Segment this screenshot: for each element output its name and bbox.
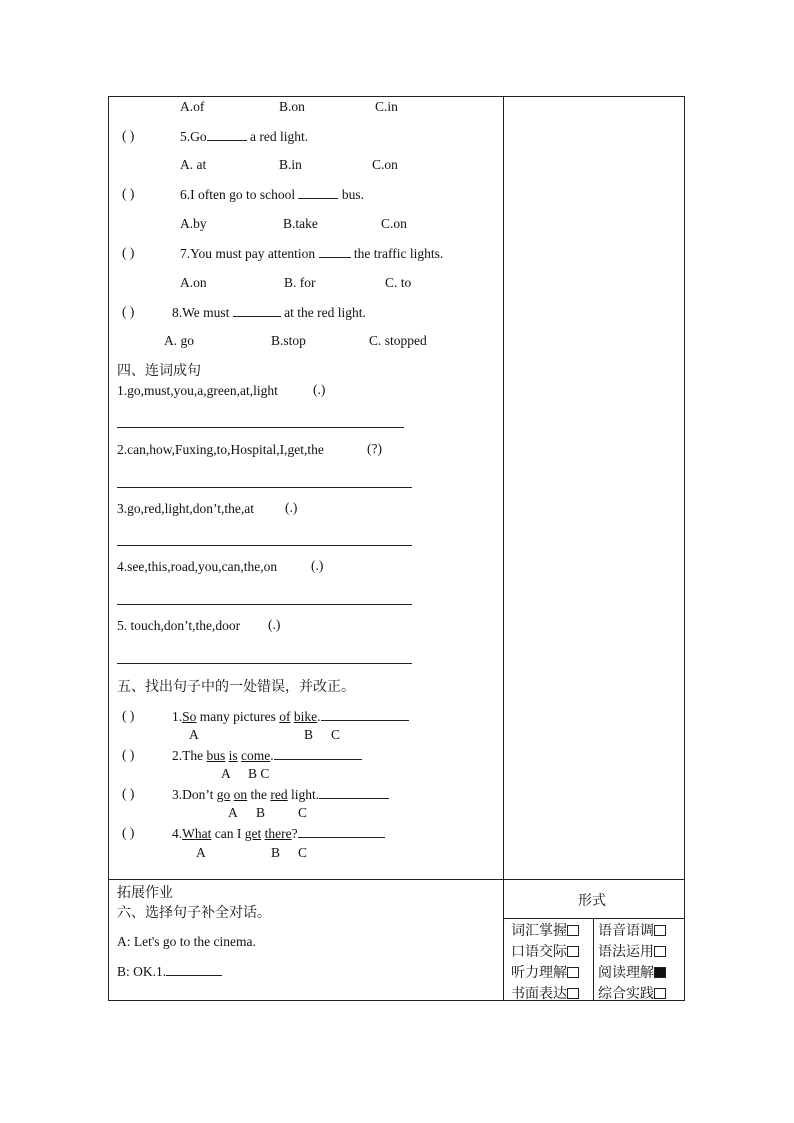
s5-item-3-label-c: C bbox=[298, 805, 308, 820]
s5-item-1-label-c: C bbox=[331, 727, 341, 742]
checkbox-icon[interactable] bbox=[654, 946, 666, 957]
checkbox-icon[interactable] bbox=[567, 946, 579, 957]
q5-option-c: C.on bbox=[372, 157, 398, 172]
s5-item-1-label-b: B bbox=[304, 727, 314, 742]
s5-item-4-label-a: A bbox=[196, 845, 206, 860]
form-option-speaking[interactable]: 口语交际 bbox=[511, 941, 579, 961]
s4-item-3-punct: (.) bbox=[285, 500, 298, 515]
form-option-practice[interactable]: 综合实践 bbox=[598, 983, 666, 1003]
checkbox-icon[interactable] bbox=[654, 925, 666, 936]
s4-answer-line-3[interactable] bbox=[117, 545, 412, 546]
q7-option-a: A.on bbox=[180, 275, 207, 290]
s5-item-2-blank[interactable] bbox=[274, 747, 362, 760]
s4-answer-line-4[interactable] bbox=[117, 604, 412, 605]
q7-answer-paren[interactable]: ( ) bbox=[122, 245, 135, 260]
s4-answer-line-1[interactable] bbox=[117, 427, 404, 428]
q7-blank[interactable] bbox=[319, 245, 351, 258]
q8-option-c: C. stopped bbox=[369, 333, 427, 348]
s4-answer-line-5[interactable] bbox=[117, 663, 412, 664]
q6-option-c: C.on bbox=[381, 216, 407, 231]
q4-option-a: A.of bbox=[180, 99, 205, 114]
s4-item-1: 1.go,must,you,a,green,at,light bbox=[117, 383, 278, 398]
s4-item-5: 5. touch,don’t,the,door bbox=[117, 618, 241, 633]
extension-title: 拓展作业 bbox=[117, 885, 173, 901]
s5-item-1-blank[interactable] bbox=[321, 708, 409, 721]
section6-title: 六、选择句子补全对话。 bbox=[117, 905, 271, 921]
q6-stem: 6.I often go to school bus. bbox=[180, 187, 364, 202]
q8-answer-paren[interactable]: ( ) bbox=[122, 304, 135, 319]
s5-item-4-paren[interactable]: ( ) bbox=[122, 825, 135, 840]
section5-title: 五、找出句子中的一处错误，并改正。 bbox=[117, 679, 355, 695]
s5-item-3-blank[interactable] bbox=[319, 786, 389, 799]
s5-item-3-sentence: 3.Don’t go on the red light. bbox=[172, 786, 389, 803]
s5-item-2-label-a: A bbox=[221, 766, 231, 781]
s4-item-3: 3.go,red,light,don’t,the,at bbox=[117, 501, 254, 516]
q6-answer-paren[interactable]: ( ) bbox=[122, 186, 135, 201]
q6-option-a: A.by bbox=[180, 216, 207, 231]
s5-item-3-label-b: B bbox=[256, 805, 266, 820]
form-option-writing[interactable]: 书面表达 bbox=[511, 983, 579, 1003]
s5-item-2-label-bc: B C bbox=[248, 766, 270, 781]
s5-item-4-blank[interactable] bbox=[298, 825, 385, 838]
q5-stem: 5.Go a red light. bbox=[180, 129, 309, 144]
s5-item-2-paren[interactable]: ( ) bbox=[122, 747, 135, 762]
checkbox-icon[interactable] bbox=[567, 925, 579, 936]
s4-item-4: 4.see,this,road,you,can,the,on bbox=[117, 559, 278, 574]
q5-option-b: B.in bbox=[279, 157, 302, 172]
form-header-divider bbox=[503, 918, 685, 919]
form-option-reading[interactable]: 阅读理解 bbox=[598, 962, 666, 982]
s5-item-3-label-a: A bbox=[228, 805, 238, 820]
q7-stem: 7.You must pay attention the traffic lights. bbox=[180, 246, 444, 261]
s4-answer-line-2[interactable] bbox=[117, 487, 412, 488]
form-option-pronunciation[interactable]: 语音语调 bbox=[598, 920, 666, 940]
checkbox-icon[interactable] bbox=[567, 967, 579, 978]
form-option-grammar[interactable]: 语法运用 bbox=[598, 941, 666, 961]
s5-item-1-paren[interactable]: ( ) bbox=[122, 708, 135, 723]
q8-blank[interactable] bbox=[233, 304, 281, 317]
q8-option-b: B.stop bbox=[271, 333, 306, 348]
s4-item-5-punct: (.) bbox=[268, 617, 281, 632]
form-column-divider bbox=[593, 918, 594, 1001]
q7-option-c: C. to bbox=[385, 275, 412, 290]
s5-item-3-paren[interactable]: ( ) bbox=[122, 786, 135, 801]
s5-item-4-label-b: B bbox=[271, 845, 281, 860]
dialogue-blank-1[interactable] bbox=[166, 963, 222, 976]
dialogue-line-b: B: OK.1. bbox=[117, 963, 222, 980]
q8-option-a: A. go bbox=[164, 333, 194, 348]
s4-item-1-punct: (.) bbox=[313, 382, 326, 397]
s5-item-2-sentence: 2.The bus is come. bbox=[172, 747, 362, 764]
s4-item-4-punct: (.) bbox=[311, 558, 324, 573]
form-option-listening[interactable]: 听力理解 bbox=[511, 962, 579, 982]
q5-answer-paren[interactable]: ( ) bbox=[122, 128, 135, 143]
checkbox-icon[interactable] bbox=[654, 988, 666, 999]
q8-stem: 8.We must at the red light. bbox=[172, 305, 366, 320]
q4-option-b: B.on bbox=[279, 99, 305, 114]
form-title: 形式 bbox=[578, 893, 606, 909]
s5-item-4-sentence: 4.What can I get there? bbox=[172, 825, 385, 842]
section4-title: 四、连词成句 bbox=[117, 363, 201, 379]
s5-item-4-label-c: C bbox=[298, 845, 308, 860]
checkbox-checked-icon[interactable] bbox=[654, 967, 666, 978]
q5-blank[interactable] bbox=[207, 128, 247, 141]
q4-option-c: C.in bbox=[375, 99, 398, 114]
q6-blank[interactable] bbox=[298, 186, 338, 199]
form-option-vocabulary[interactable]: 词汇掌握 bbox=[511, 920, 579, 940]
q7-option-b: B. for bbox=[284, 275, 316, 290]
s5-item-1-sentence: 1.So many pictures of bike. bbox=[172, 708, 409, 725]
s5-item-1-label-a: A bbox=[189, 727, 199, 742]
checkbox-icon[interactable] bbox=[567, 988, 579, 999]
row-divider bbox=[108, 879, 685, 880]
q6-option-b: B.take bbox=[283, 216, 318, 231]
q5-option-a: A. at bbox=[180, 157, 207, 172]
column-divider bbox=[503, 96, 504, 1001]
s4-item-2: 2.can,how,Fuxing,to,Hospital,I,get,the bbox=[117, 442, 324, 457]
dialogue-line-a: A: Let's go to the cinema. bbox=[117, 934, 256, 949]
s4-item-2-punct: (?) bbox=[367, 441, 382, 456]
